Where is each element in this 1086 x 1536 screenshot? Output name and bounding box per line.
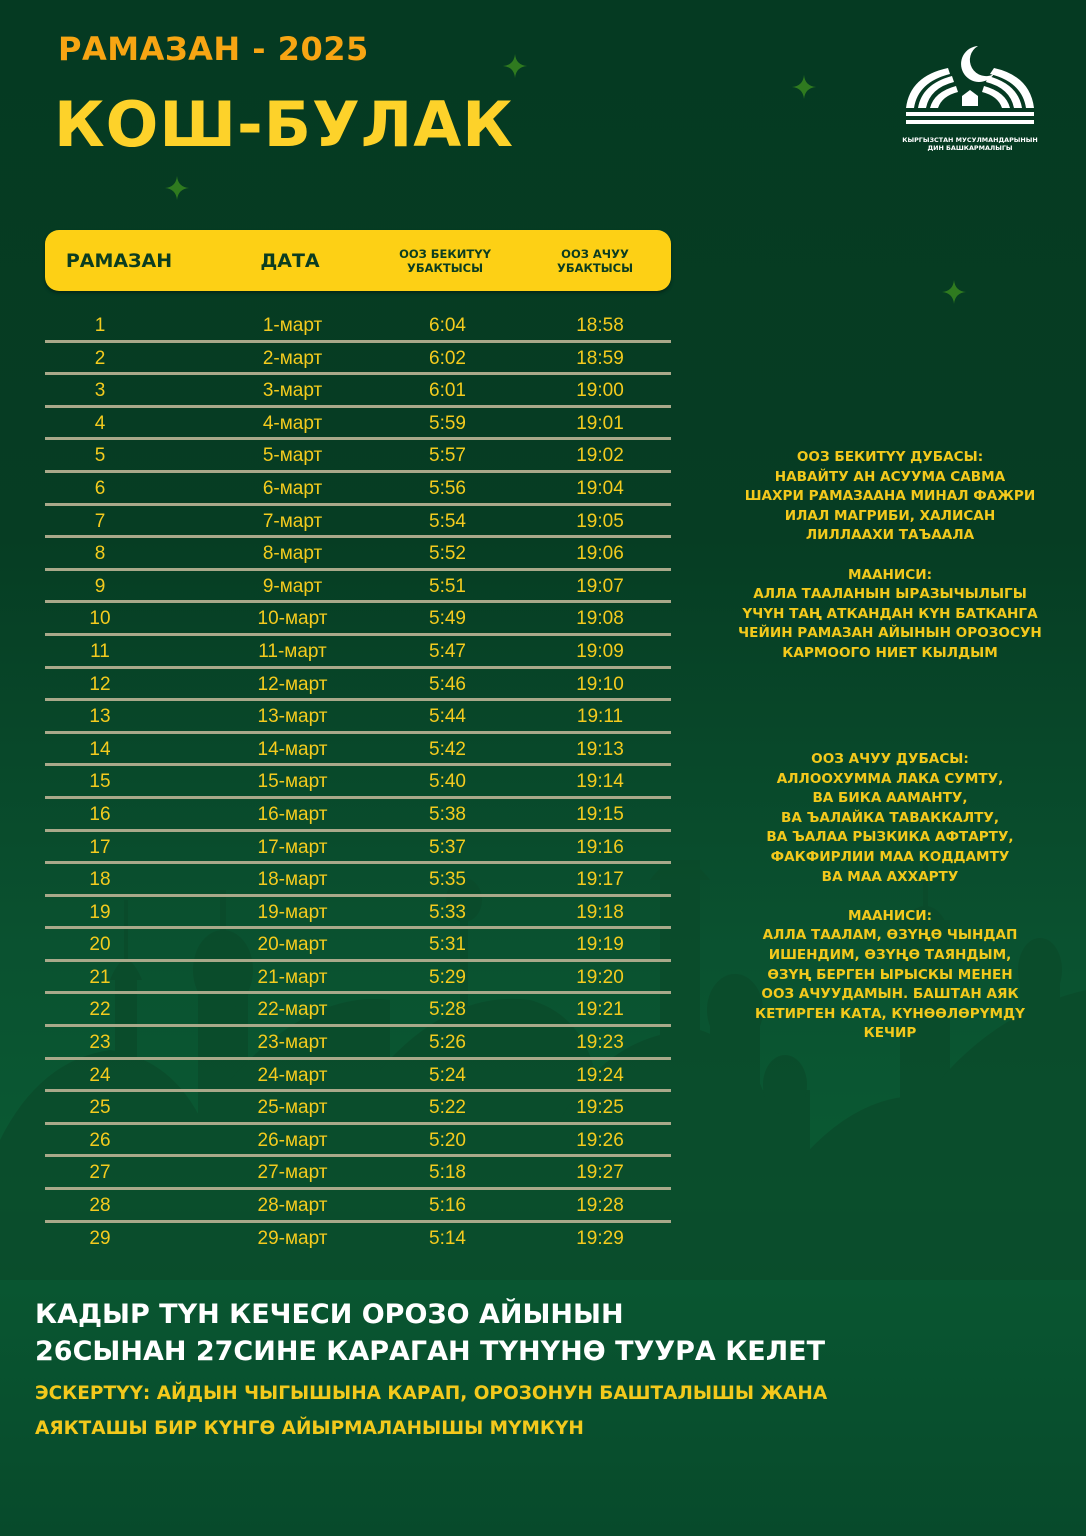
cell-suhoor-time: 5:54 — [429, 510, 466, 532]
cell-iftar-time: 19:26 — [576, 1129, 624, 1151]
cell-date: 11-март — [258, 640, 327, 662]
cell-day: 6 — [94, 477, 106, 499]
cell-date: 26-март — [257, 1129, 328, 1151]
cell-suhoor-time: 5:35 — [429, 869, 466, 891]
cell-date: 4-март — [262, 412, 323, 434]
cell-date: 1-март — [262, 315, 323, 336]
cell-iftar-time: 19:16 — [576, 836, 624, 858]
cell-day: 5 — [94, 445, 106, 467]
cell-suhoor-time: 6:01 — [429, 380, 466, 402]
cell-iftar-time: 19:14 — [576, 771, 624, 793]
cell-suhoor-time: 5:22 — [429, 1097, 466, 1119]
cell-day: 27 — [89, 1162, 111, 1184]
cell-day: 19 — [89, 901, 111, 923]
table-row — [45, 570, 671, 603]
sparkle-star-icon — [165, 176, 189, 200]
iftar-dua-meaning-line: ӨЗҮҢ БЕРГЕН ЫРЫСКЫ МЕНЕН — [767, 966, 1013, 983]
iftar-dua-line: ВА ЪАЛАЙКА ТАВАККАЛТУ, — [780, 809, 1000, 826]
laylat-al-qadr-line1: КАДЫР ТҮН КЕЧЕСИ ОРОЗО АЙЫНЫН — [35, 1299, 624, 1330]
table-row — [45, 309, 671, 342]
iftar-dua-line: ВА МАА АХХАРТУ — [821, 868, 959, 885]
cell-suhoor-time: 5:52 — [429, 543, 466, 565]
sparkle-star-icon — [942, 280, 966, 304]
column-header-iftar-line2: УБАКТЫСЫ — [556, 260, 634, 275]
sparkle-star-icon — [792, 75, 816, 99]
table-row — [45, 505, 671, 538]
cell-iftar-time: 19:13 — [576, 738, 624, 760]
cell-day: 24 — [89, 1064, 111, 1086]
cell-iftar-time: 18:59 — [576, 347, 624, 369]
table-row — [45, 602, 671, 635]
cell-day: 3 — [94, 380, 106, 402]
cell-iftar-time: 19:09 — [576, 640, 624, 662]
cell-suhoor-time: 5:28 — [429, 999, 466, 1021]
cell-suhoor-time: 5:59 — [429, 412, 466, 434]
column-header-ramazan: РАМАЗАН — [65, 249, 173, 272]
table-row — [45, 374, 671, 407]
cell-day: 21 — [89, 966, 111, 988]
cell-iftar-time: 19:08 — [576, 608, 624, 630]
cell-day: 26 — [89, 1129, 111, 1151]
column-header-date: ДАТА — [260, 249, 320, 272]
iftar-dua-line: ВА БИКА ААМАНТУ, — [812, 790, 968, 807]
column-header-suhoor — [385, 230, 505, 291]
column-header-suhoor-line1: ООЗ БЕКИТҮҮ — [399, 246, 491, 261]
table-row — [45, 928, 671, 961]
cell-iftar-time: 19:24 — [576, 1064, 624, 1086]
cell-date: 9-март — [262, 575, 323, 597]
warning-note-line1: ЭСКЕРТҮҮ: АЙДЫН ЧЫГЫШЫНА КАРАП, ОРОЗОНУН БАШТАЛЫШЫ ЖАНА — [35, 1383, 828, 1404]
cell-day: 14 — [89, 738, 111, 760]
cell-iftar-time: 19:28 — [576, 1195, 624, 1217]
cell-suhoor-time: 5:29 — [429, 966, 466, 988]
table-row — [45, 342, 671, 375]
cell-day: 15 — [89, 771, 111, 793]
cell-date: 21-март — [257, 966, 328, 988]
warning-note-line2: АЯКТАШЫ БИР КҮНГӨ АЙЫРМАЛАНЫШЫ МҮМКҮН — [35, 1418, 584, 1439]
cell-date: 28-март — [257, 1195, 328, 1217]
cell-iftar-time: 19:11 — [576, 706, 624, 728]
cell-date: 27-март — [257, 1162, 328, 1184]
cell-iftar-time: 19:06 — [576, 543, 624, 565]
cell-suhoor-time: 5:33 — [429, 901, 466, 923]
table-row — [45, 961, 671, 994]
cell-iftar-time: 19:29 — [576, 1227, 624, 1249]
cell-date: 14-март — [257, 738, 328, 760]
table-row — [45, 798, 671, 831]
cell-iftar-time: 19:18 — [576, 901, 624, 923]
table-row — [45, 1222, 671, 1255]
cell-suhoor-time: 5:49 — [429, 608, 466, 630]
cell-date: 20-март — [257, 934, 328, 956]
column-header-suhoor-line2: УБАКТЫСЫ — [406, 260, 484, 275]
suhoor-dua-line: ИЛАЛ МАГРИБИ, ХАЛИСАН — [784, 507, 996, 524]
warning-note — [35, 1376, 827, 1446]
cell-day: 28 — [89, 1195, 111, 1217]
cell-day: 1 — [94, 315, 106, 336]
cell-date: 23-март — [257, 1032, 328, 1054]
cell-suhoor-time: 5:46 — [429, 673, 466, 695]
table-row — [45, 733, 671, 766]
iftar-dua-meaning-line: МААНИСИ: — [847, 907, 933, 924]
iftar-dua-line: АЛЛООХУММА ЛАКА СУМТУ, — [776, 770, 1004, 787]
cell-day: 7 — [94, 510, 106, 532]
suhoor-dua-meaning-line: АЛЛА ТААЛАНЫН ЫРАЗЫЧЫЛЫГЫ — [753, 586, 1027, 603]
ramadan-year-title: РАМАЗАН - 2025 — [58, 30, 369, 68]
column-header-iftar-line1: ООЗ АЧУУ — [561, 246, 629, 261]
cell-suhoor-time: 5:44 — [429, 706, 466, 728]
cell-day: 13 — [89, 706, 111, 728]
cell-day: 16 — [89, 803, 111, 825]
table-row — [45, 765, 671, 798]
cell-iftar-time: 19:21 — [576, 999, 624, 1021]
cell-date: 10-март — [257, 608, 328, 630]
cell-suhoor-time: 5:57 — [429, 445, 466, 467]
cell-iftar-time: 19:15 — [576, 803, 624, 825]
cell-day: 9 — [94, 575, 106, 597]
cell-date: 12-март — [257, 673, 328, 695]
cell-iftar-time: 19:17 — [576, 869, 624, 891]
table-row — [45, 896, 671, 929]
cell-suhoor-time: 6:02 — [429, 347, 466, 369]
cell-date: 16-март — [257, 803, 328, 825]
laylat-al-qadr-note — [35, 1296, 825, 1370]
iftar-dua-block — [735, 750, 1045, 1044]
suhoor-dua-meaning-line: МААНИСИ: — [847, 566, 933, 583]
cell-date: 24-март — [257, 1064, 328, 1086]
cell-suhoor-time: 5:20 — [429, 1129, 466, 1151]
table-header — [45, 230, 671, 291]
cell-suhoor-time: 5:47 — [429, 640, 466, 662]
cell-day: 22 — [89, 999, 111, 1021]
table-row — [45, 472, 671, 505]
column-header-iftar — [540, 230, 650, 291]
cell-suhoor-time: 5:18 — [429, 1162, 466, 1184]
table-row — [45, 407, 671, 440]
suhoor-dua-block — [735, 448, 1045, 664]
cell-day: 8 — [94, 543, 106, 565]
table-row — [45, 1059, 671, 1092]
iftar-dua-meaning-line: АЛЛА ТААЛАМ, ӨЗҮҢӨ ЧЫНДАП — [762, 927, 1018, 944]
table-row — [45, 993, 671, 1026]
table-row — [45, 1091, 671, 1124]
table-row — [45, 863, 671, 896]
cell-date: 18-март — [257, 869, 328, 891]
cell-day: 29 — [89, 1227, 111, 1249]
suhoor-dua-line: ШАХРИ РАМАЗААНА МИНАЛ ФАЖРИ — [744, 488, 1036, 505]
cell-date: 15-март — [257, 771, 328, 793]
cell-date: 29-март — [257, 1227, 328, 1249]
logo — [898, 42, 1042, 152]
cell-day: 17 — [89, 836, 111, 858]
suhoor-dua-line: ЛИЛЛААХИ ТАЪААЛА — [805, 527, 975, 544]
suhoor-dua-meaning-line: КАРМООГО НИЕТ КЫЛДЫМ — [782, 644, 998, 661]
cell-iftar-time: 19:23 — [576, 1032, 624, 1054]
cell-iftar-time: 19:27 — [576, 1162, 624, 1184]
cell-day: 4 — [94, 412, 106, 434]
logo-caption-line2: ДИН БАШКАРМАЛЫГЫ — [927, 144, 1013, 152]
cell-iftar-time: 19:25 — [576, 1097, 624, 1119]
cell-iftar-time: 19:05 — [576, 510, 624, 532]
suhoor-dua-line: ООЗ БЕКИТҮҮ ДУБАСЫ: — [796, 449, 984, 465]
cell-iftar-time: 19:02 — [576, 445, 624, 467]
cell-suhoor-time: 5:38 — [429, 803, 466, 825]
iftar-dua-line: ООЗ АЧУУ ДУБАСЫ: — [811, 751, 969, 767]
suhoor-dua-meaning-line: ҮЧҮН ТАҢ АТКАНДАН КҮН БАТКАНГА — [742, 605, 1038, 622]
cell-day: 11 — [90, 640, 110, 662]
cell-iftar-time: 19:00 — [576, 380, 624, 402]
suhoor-dua-line: НАВАЙТУ АН АСУУМА САВМА — [774, 468, 1006, 485]
cell-iftar-time: 19:10 — [576, 673, 624, 695]
cell-date: 13-март — [257, 706, 328, 728]
cell-suhoor-time: 5:16 — [429, 1195, 466, 1217]
cell-suhoor-time: 5:56 — [429, 477, 466, 499]
city-title: КОШ-БУЛАК — [54, 88, 514, 161]
cell-iftar-time: 19:19 — [576, 934, 624, 956]
cell-day: 12 — [89, 673, 111, 695]
cell-iftar-time: 19:07 — [576, 575, 624, 597]
cell-iftar-time: 19:20 — [576, 966, 624, 988]
table-row — [45, 1124, 671, 1157]
table-row — [45, 439, 671, 472]
table-row — [45, 1156, 671, 1189]
cell-suhoor-time: 5:26 — [429, 1032, 466, 1054]
cell-iftar-time: 19:04 — [576, 477, 624, 499]
cell-suhoor-time: 6:04 — [429, 315, 466, 336]
iftar-dua-line: ВА ЪАЛАА РЫЗКИКА АФТАРТУ, — [766, 829, 1014, 846]
iftar-dua-meaning-line: ИШЕНДИМ, ӨЗҮҢӨ ТАЯНДЫМ, — [768, 946, 1012, 963]
cell-date: 6-март — [262, 477, 323, 499]
cell-day: 25 — [89, 1097, 111, 1119]
logo-caption-line1: КЫРГЫЗСТАН МУСУЛМАНДАРЫНЫН — [902, 136, 1038, 144]
laylat-al-qadr-line2: 26СЫНАН 27СИНЕ КАРАГАН ТҮНҮНӨ ТУУРА КЕЛЕТ — [35, 1336, 826, 1367]
table-row — [45, 537, 671, 570]
cell-day: 10 — [89, 608, 111, 630]
mosque-crescent-logo-icon — [902, 42, 1038, 130]
cell-day: 18 — [89, 869, 111, 891]
iftar-dua-line: ФАКФИРЛИИ МАА КОДДАМТУ — [770, 848, 1010, 865]
table-row — [45, 1026, 671, 1059]
schedule-table-body — [45, 309, 671, 1254]
table-row — [45, 831, 671, 864]
cell-suhoor-time: 5:24 — [429, 1064, 466, 1086]
iftar-dua-meaning-line: ООЗ АЧУУДАМЫН. БАШТАН АЯК — [761, 986, 1019, 1003]
table-row — [45, 700, 671, 733]
suhoor-dua-meaning-line: ЧЕЙИН РАМАЗАН АЙЫНЫН ОРОЗОСУН — [738, 625, 1042, 642]
cell-date: 22-март — [257, 999, 328, 1021]
cell-day: 2 — [94, 347, 106, 369]
cell-date: 2-март — [262, 347, 323, 369]
iftar-dua-meaning-line: КЕТИРГЕН КАТА, КҮНӨӨЛӨРҮМДҮ — [755, 1005, 1025, 1022]
sparkle-star-icon — [503, 54, 527, 78]
cell-suhoor-time: 5:31 — [429, 934, 466, 956]
cell-date: 3-март — [262, 380, 323, 402]
cell-day: 20 — [89, 934, 111, 956]
cell-suhoor-time: 5:37 — [429, 836, 466, 858]
table-row — [45, 668, 671, 701]
cell-date: 19-март — [257, 901, 328, 923]
iftar-dua-meaning-line: КЕЧИР — [863, 1025, 917, 1042]
cell-suhoor-time: 5:42 — [429, 738, 466, 760]
cell-day: 23 — [89, 1032, 111, 1054]
cell-iftar-time: 18:58 — [576, 315, 624, 336]
cell-date: 5-март — [262, 445, 323, 467]
cell-suhoor-time: 5:51 — [429, 575, 466, 597]
table-row — [45, 635, 671, 668]
cell-date: 8-март — [262, 543, 323, 565]
cell-date: 7-март — [262, 510, 323, 532]
cell-iftar-time: 19:01 — [576, 412, 624, 434]
table-row — [45, 1189, 671, 1222]
cell-date: 17-март — [257, 836, 328, 858]
cell-suhoor-time: 5:14 — [429, 1227, 466, 1249]
cell-date: 25-март — [257, 1097, 328, 1119]
cell-suhoor-time: 5:40 — [429, 771, 466, 793]
